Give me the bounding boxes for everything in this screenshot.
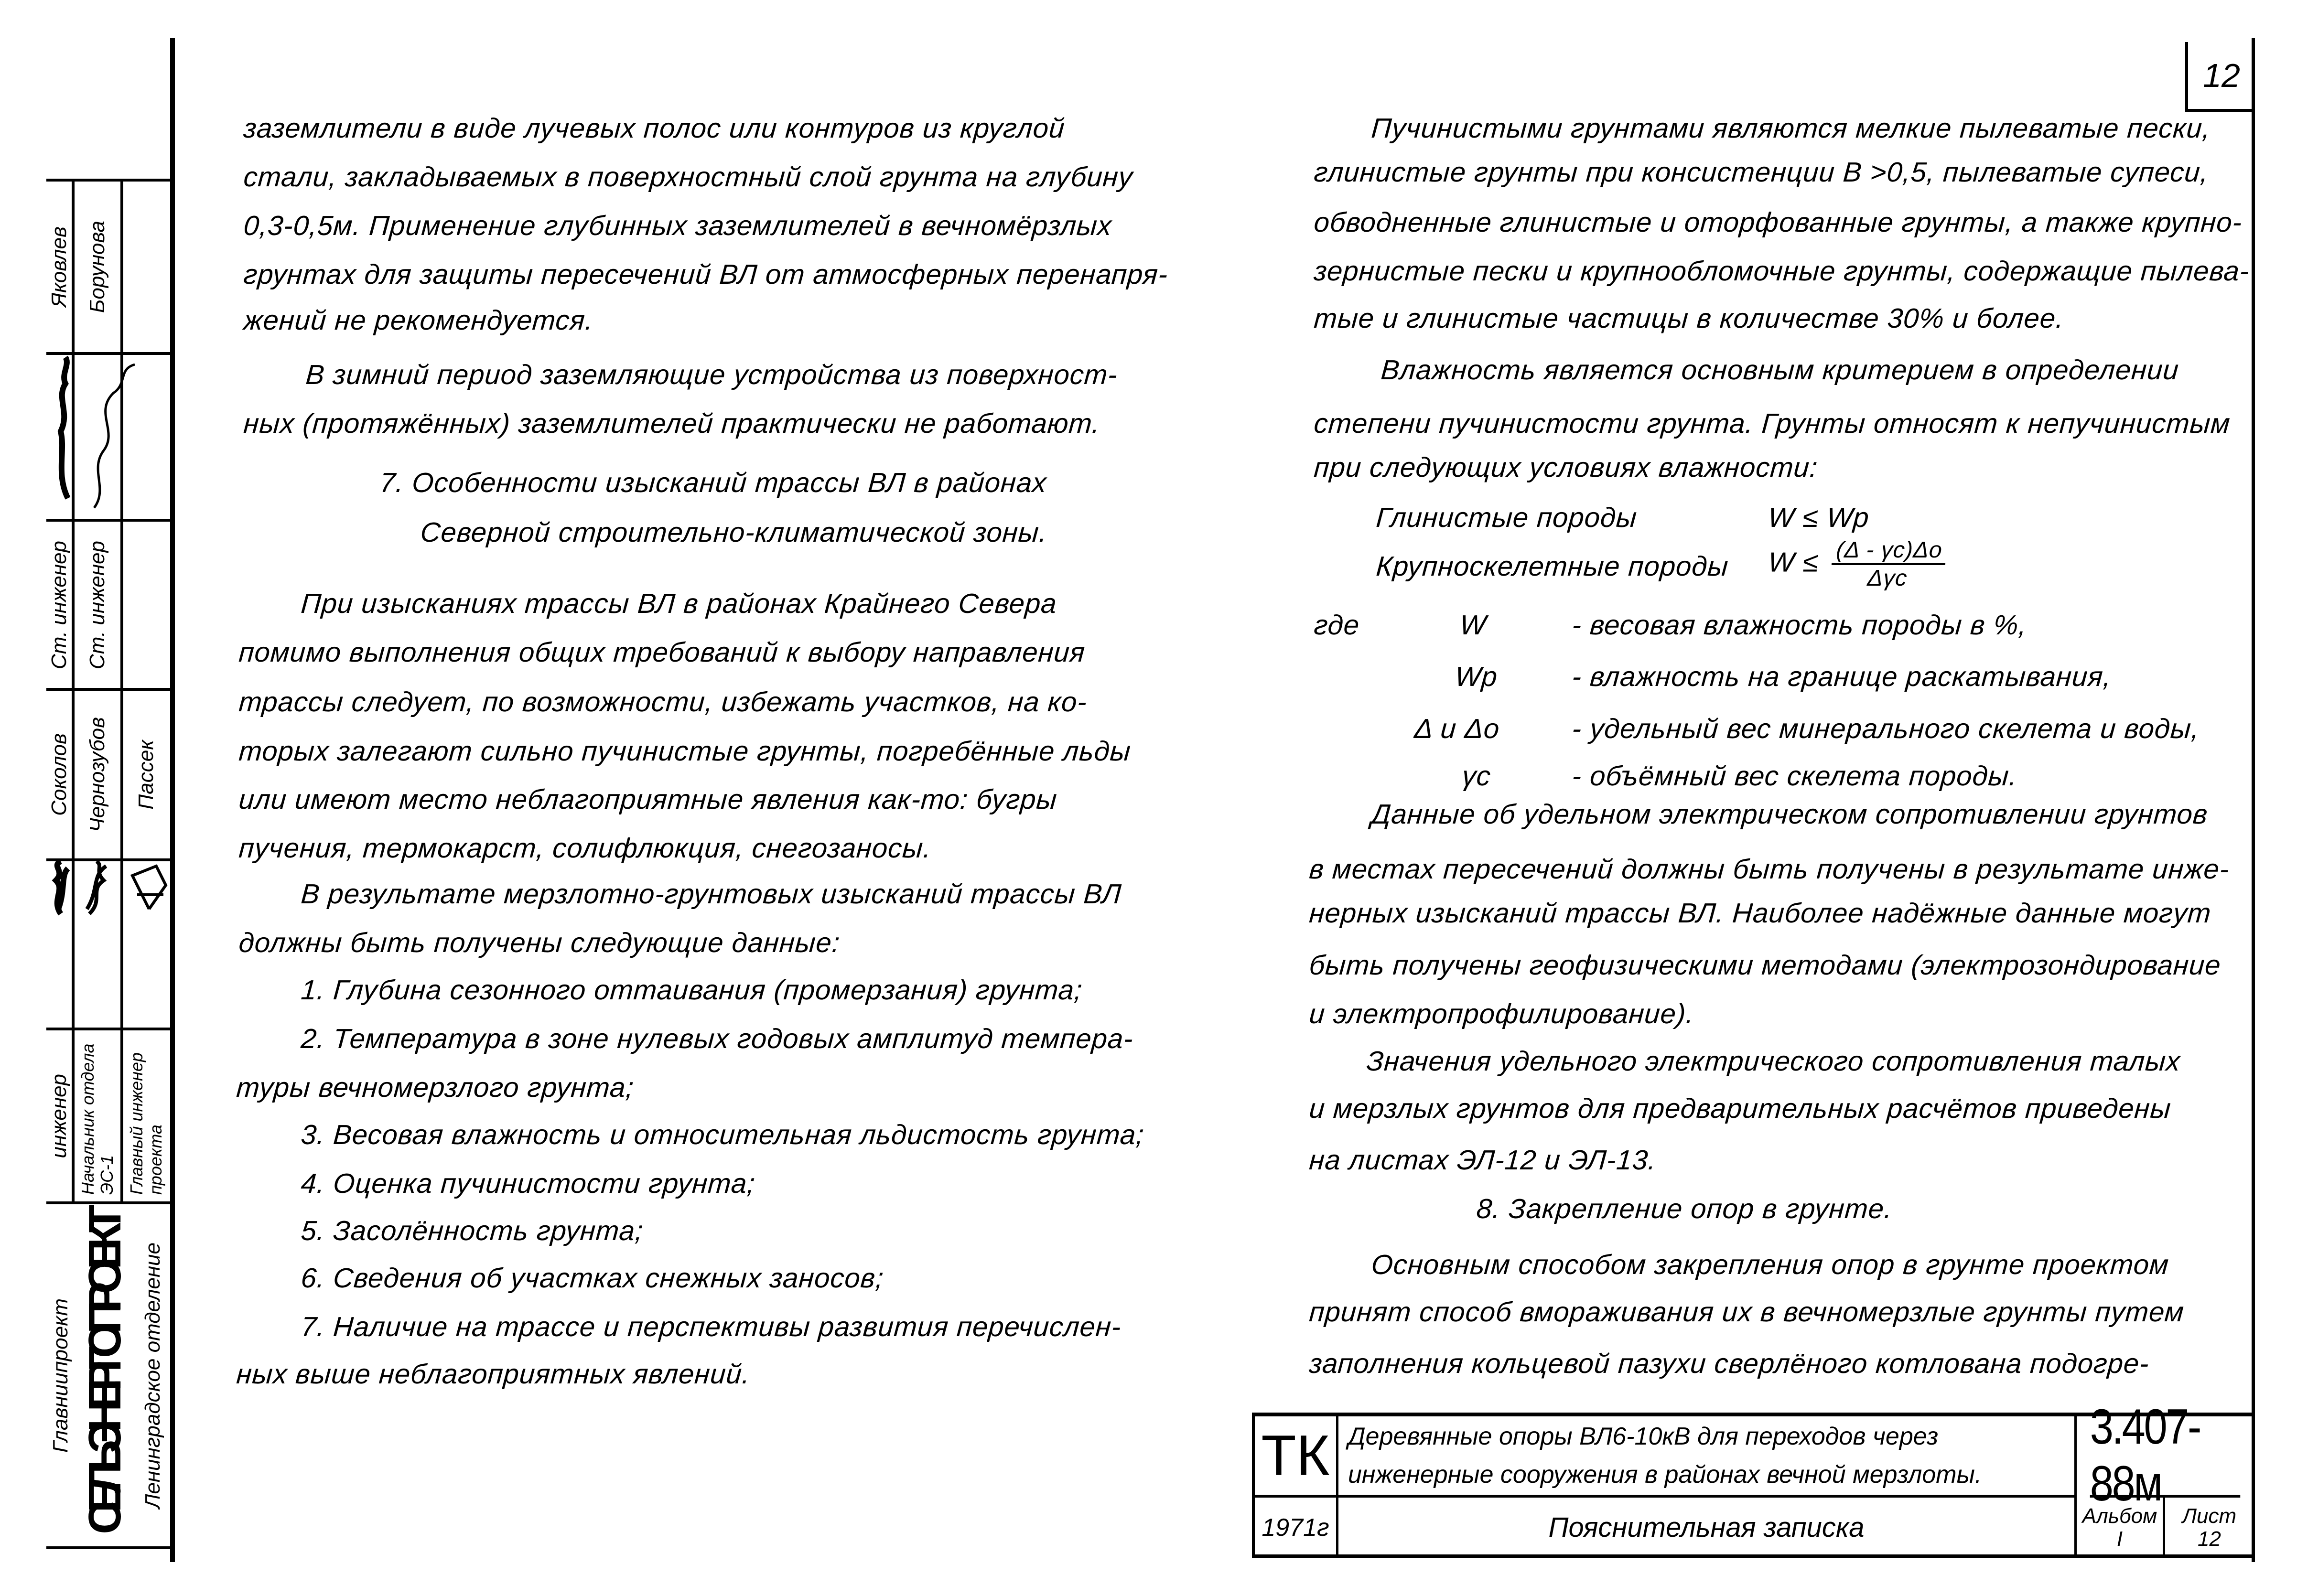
text-line: При изысканиях трассы ВЛ в районах Крайнего Севера bbox=[300, 588, 1058, 619]
text-line: Основным способом закрепления опор в грунте проектом bbox=[1370, 1249, 2170, 1280]
text-line: тые и глинистые частицы в количестве 30% и более. bbox=[1313, 303, 2065, 334]
definition-symbol: γc bbox=[1461, 761, 1492, 792]
text-line: жений не рекомендуется. bbox=[242, 305, 595, 336]
text-line: В зимний период заземляющие устройства из поверхност- bbox=[304, 359, 1119, 390]
org-branch: Ленинградское отделение bbox=[141, 1242, 164, 1509]
text-line: должны быть получены следующие данные: bbox=[237, 927, 841, 958]
signer-title: Ст. инженер bbox=[47, 540, 71, 669]
sheet-label: Лист bbox=[2182, 1504, 2237, 1528]
text-line: стали, закладываемых в поверхностный слой грунта на глубину bbox=[242, 161, 1134, 193]
org-name: СЕЛЬЭНЕРГОПРОЕКТ bbox=[79, 1216, 130, 1534]
formula-lhs: W ≤ bbox=[1767, 546, 1820, 578]
section-heading: Северной строительно-климатической зоны. bbox=[419, 517, 1049, 548]
text-line: и электропрофилирование). bbox=[1308, 998, 1695, 1029]
text-line: или имеют место неблагоприятные явления как-то: бугры bbox=[237, 784, 1058, 815]
definition-text: - удельный вес минерального скелета и воды, bbox=[1571, 713, 2201, 744]
sheet-value: 12 bbox=[2198, 1527, 2221, 1551]
text-line: Данные об удельном электрическом сопротивлении грунтов bbox=[1370, 799, 2209, 830]
document-code: 3.407-88м bbox=[2090, 1416, 2241, 1498]
text-line: в местах пересечений должны быть получены в результате инже- bbox=[1308, 854, 2231, 885]
text-line: Пучинистыми грунтами являются мелкие пылеватые пески, bbox=[1370, 113, 2212, 144]
text-line: ных (протяжённых) заземлителей практически не работают. bbox=[242, 408, 1101, 439]
signer-name: Пассек bbox=[134, 739, 158, 810]
album-value: I bbox=[2116, 1527, 2123, 1551]
title-line: Деревянные опоры ВЛ6-10кВ для переходов через bbox=[1348, 1423, 1939, 1450]
text-line: глинистые грунты при консистенции B >0,5, пылеватые супеси, bbox=[1313, 157, 2210, 188]
section-heading: 7. Особенности изысканий трассы ВЛ в районах bbox=[378, 467, 1048, 498]
condition-label: Крупноскелетные породы bbox=[1375, 551, 1730, 582]
definition-text: - объёмный вес скелета породы. bbox=[1571, 761, 2018, 792]
text-line: степени пучинистости грунта. Грунты относят к непучинистым bbox=[1313, 408, 2232, 439]
signer-title: Ст. инженер bbox=[86, 540, 109, 669]
signer-name: Борунова bbox=[86, 220, 109, 313]
list-item: 7. Наличие на трассе и перспективы развития перечислен- bbox=[300, 1311, 1122, 1342]
text-line: трассы следует, по возможности, избежать участков, на ко- bbox=[237, 686, 1089, 718]
divider bbox=[46, 1546, 172, 1549]
condition-formula bbox=[1766, 537, 1947, 591]
page-number: 12 bbox=[2185, 42, 2255, 112]
text-line: и мерзлых грунтов для предварительных расчётов приведены bbox=[1308, 1093, 2172, 1124]
definition-symbol: W bbox=[1458, 610, 1488, 641]
title-block bbox=[1252, 1399, 2254, 1558]
fraction-numerator: (Δ - γc)Δo bbox=[1832, 537, 1947, 565]
text-line: Влажность является основным критерием в определении bbox=[1380, 354, 2180, 386]
definition-symbol: Wp bbox=[1454, 661, 1499, 692]
signer-title: инженер bbox=[47, 1073, 71, 1158]
text-line: 0,3-0,5м. Применение глубинных заземлителей в вечномёрзлых bbox=[242, 210, 1113, 241]
signer-name: Соколов bbox=[47, 733, 71, 816]
definition-text: - влажность на границе раскатывания, bbox=[1571, 661, 2113, 692]
text-line: заземлители в виде лучевых полос или контуров из круглой bbox=[242, 113, 1066, 144]
signature-icon bbox=[46, 861, 168, 1028]
text-line: при следующих условиях влажности: bbox=[1313, 452, 1819, 483]
fraction-denominator: Δγc bbox=[1866, 566, 1909, 591]
text-line: пучения, термокарст, солифлюкция, снегозаносы. bbox=[237, 833, 933, 864]
fraction bbox=[1830, 537, 1947, 591]
text-line: грунтах для защиты пересечений ВЛ от атмосферных перенапря- bbox=[242, 259, 1169, 290]
document-name: Пояснительная записка bbox=[1338, 1498, 2077, 1557]
frame-right-border bbox=[2252, 38, 2255, 1562]
text-line: обводненные глинистые и оторфованные грунты, а также крупно- bbox=[1313, 207, 2243, 238]
signer-name: Чернозубов bbox=[86, 717, 109, 832]
signature-icon bbox=[46, 355, 168, 519]
document-title bbox=[1338, 1416, 2077, 1498]
list-item: ных выше неблагоприятных явлений. bbox=[235, 1359, 752, 1390]
text-line: торых залегают сильно пучинистые грунты, погребённые льды bbox=[237, 736, 1132, 767]
list-item: 6. Сведения об участках снежных заносов; bbox=[300, 1263, 885, 1294]
condition-formula: W ≤ Wp bbox=[1767, 502, 1871, 533]
year: 1971г bbox=[1255, 1498, 1338, 1557]
album-cell bbox=[2077, 1498, 2165, 1557]
album-label: Альбом bbox=[2082, 1504, 2157, 1528]
definition-symbol: Δ и Δo bbox=[1413, 713, 1501, 744]
text-line: быть получены геофизическими методами (электрозондирование bbox=[1308, 950, 2222, 981]
sheet-cell bbox=[2165, 1498, 2254, 1557]
text-line: на листах ЭЛ-12 и ЭЛ-13. bbox=[1308, 1145, 1658, 1176]
list-item: 3. Весовая влажность и относительная льдистость грунта; bbox=[300, 1119, 1145, 1150]
signer-name: Яковлев bbox=[47, 226, 71, 307]
list-item: 2. Температура в зоне нулевых годовых амплитуд темпера- bbox=[300, 1023, 1134, 1054]
text-line: заполнения кольцевой пазухи сверлёного котлована подогре- bbox=[1308, 1348, 2151, 1379]
list-item: 5. Засолённость грунта; bbox=[300, 1215, 645, 1246]
where-label: где bbox=[1313, 610, 1361, 641]
text-line: зернистые пески и крупнообломочные грунты, содержащие пылева- bbox=[1313, 256, 2251, 287]
text-line: В результате мерзлотно-грунтовых изысканий трассы ВЛ bbox=[300, 878, 1123, 910]
text-line: помимо выполнения общих требований к выбору направления bbox=[237, 637, 1087, 668]
text-line: Значения удельного электрического сопротивления талых bbox=[1365, 1046, 2182, 1077]
title-line: инженерные сооружения в районах вечной мерзлоты. bbox=[1348, 1461, 1982, 1489]
list-item: 1. Глубина сезонного оттаивания (промерзания) грунта; bbox=[300, 975, 1084, 1006]
series-code: ТК bbox=[1255, 1416, 1338, 1498]
list-item: 4. Оценка пучинистости грунта; bbox=[300, 1168, 756, 1199]
signer-title: Главный инженер проекта bbox=[127, 1052, 165, 1195]
section-heading: 8. Закрепление опор в грунте. bbox=[1475, 1193, 1894, 1224]
list-item: туры вечномерзлого грунта; bbox=[235, 1072, 636, 1103]
text-line: принят способ вмораживания их в вечномерзлые грунты путем bbox=[1308, 1296, 2186, 1328]
condition-label: Глинистые породы bbox=[1375, 502, 1639, 533]
text-line: нерных изысканий трассы ВЛ. Наиболее надёжные данные могут bbox=[1308, 898, 2212, 929]
frame-left-border bbox=[170, 38, 175, 1562]
signer-title: Начальник отдела ЭС-1 bbox=[78, 1043, 117, 1195]
org-parent: Главниипроект bbox=[49, 1298, 72, 1453]
definition-text: - весовая влажность породы в %, bbox=[1571, 610, 2028, 641]
